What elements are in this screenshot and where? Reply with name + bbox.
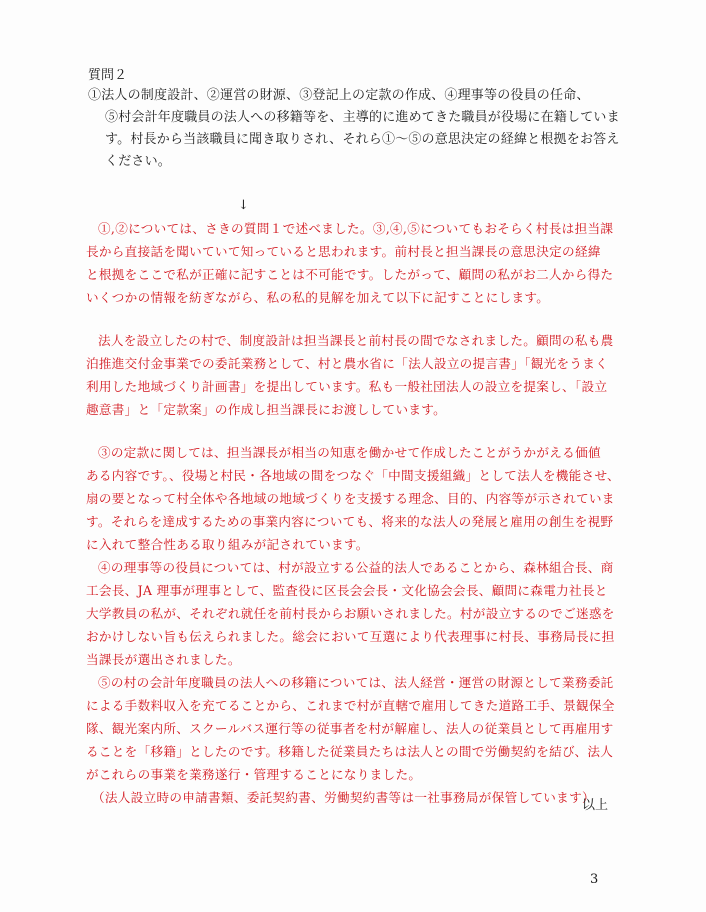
answer-line: す。それらを達成するための事業内容についても、将来的な法人の発展と雇用の創生を視野 — [86, 514, 614, 529]
answer-line: おかけしない旨も伝えられました。総会において互選により代表理事に村長、事務局長に担 — [86, 629, 615, 644]
answer-line: ることを「移籍」としたのです。移籍した従業員たちは法人との間で労働契約を結び、法人 — [86, 744, 614, 759]
answer-line: 大学教員の私が、それぞれ就任を前村長からお願いされました。村が設立するのでご迷惑を — [86, 606, 615, 621]
answer-line: 泊推進交付金事業での委託業務として、村と農水省に「法人設立の提言書」「観光をうまく — [86, 356, 609, 371]
answer-line: 長から直接話を聞いていて知っていると思われます。前村長と担当課長の意思決定の経緯 — [86, 244, 601, 259]
answer-line: 隊、観光案内所、スクールバス運行等の従事者を村が解雇し、法人の従業員として再雇用す — [86, 721, 614, 736]
answer-line-note: （法人設立時の申請書類、委託契約書、労働契約書等は一社事務局が保管しています） — [92, 790, 595, 805]
answer-line: 扇の要となって村全体や各地域の地域づくりを支援する理念、目的、内容等が示されていま — [86, 491, 615, 506]
answer-line: 法人を設立したの村で、制度設計は担当課長と前村長の間でなされました。顧問の私も農 — [98, 333, 614, 348]
closing-text: 以上 — [581, 798, 608, 813]
answer-line: 当課長が選出されました。 — [86, 652, 241, 667]
answer-line: ①,②については、さきの質問１で述べました。③,④,⑤についてもおそらく村長は担当課 — [98, 221, 614, 236]
page-number: 3 — [590, 872, 599, 887]
answer-line: 趣意書」と「定款案」の作成し担当課長にお渡ししています。 — [86, 402, 447, 417]
answer-line: いくつかの情報を紡ぎながら、私の私的見解を加えて以下に記すことにします。 — [86, 290, 550, 305]
question-line-2: ⑤村会計年度職員の法人への移籍等を、主導的に進めてきた職員が役場に在籍していま — [105, 110, 620, 125]
answer-line: 利用した地域づくり計画書」を提出しています。私も一般社団法人の設立を提案し、「設立 — [86, 379, 608, 394]
answer-line: による手数料収入を充てることから、これまで村が直轄で雇用してきた道路工手、景観保全 — [86, 698, 615, 713]
question-line-3: す。村長から当該職員に聞き取りされ、それら①～⑤の意思決定の経緯と根拠をお答え — [105, 132, 620, 147]
question-line-1: ①法人の制度設計、②運営の財源、③登記上の定款の作成、④理事等の役員の任命、 — [88, 88, 590, 103]
answer-line: 工会長、JA 理事が理事として、監査役に区長会会長・文化協会会長、顧問に森電力社長と — [86, 583, 608, 598]
answer-line: がこれらの事業を業務遂行・管理することになりました。 — [86, 767, 422, 782]
answer-line: ④の理事等の役員については、村が設立する公益的法人であることから、森林組合長、商 — [98, 560, 614, 575]
answer-line: ③の定款に関しては、担当課長が相当の知恵を働かせて作成したことがうかがえる価値 — [98, 445, 601, 460]
answer-line: ⑤の村の会計年度職員の法人への移籍については、法人経営・運営の財源として業務委託 — [98, 675, 614, 690]
answer-line: ある内容です。、役場と村民・各地域の間をつなぐ「中間支援組織」として法人を機能させ、 — [86, 468, 620, 483]
answer-line: に入れて整合性ある取り組みが記されています。 — [86, 537, 369, 552]
question-line-4: ください。 — [105, 154, 172, 169]
answer-line: と根拠をここで私が正確に記すことは不可能です。したがって、顧問の私がお二人から得た — [86, 267, 614, 282]
question-title: 質問２ — [88, 68, 128, 83]
down-arrow-icon: ↓ — [238, 198, 249, 213]
